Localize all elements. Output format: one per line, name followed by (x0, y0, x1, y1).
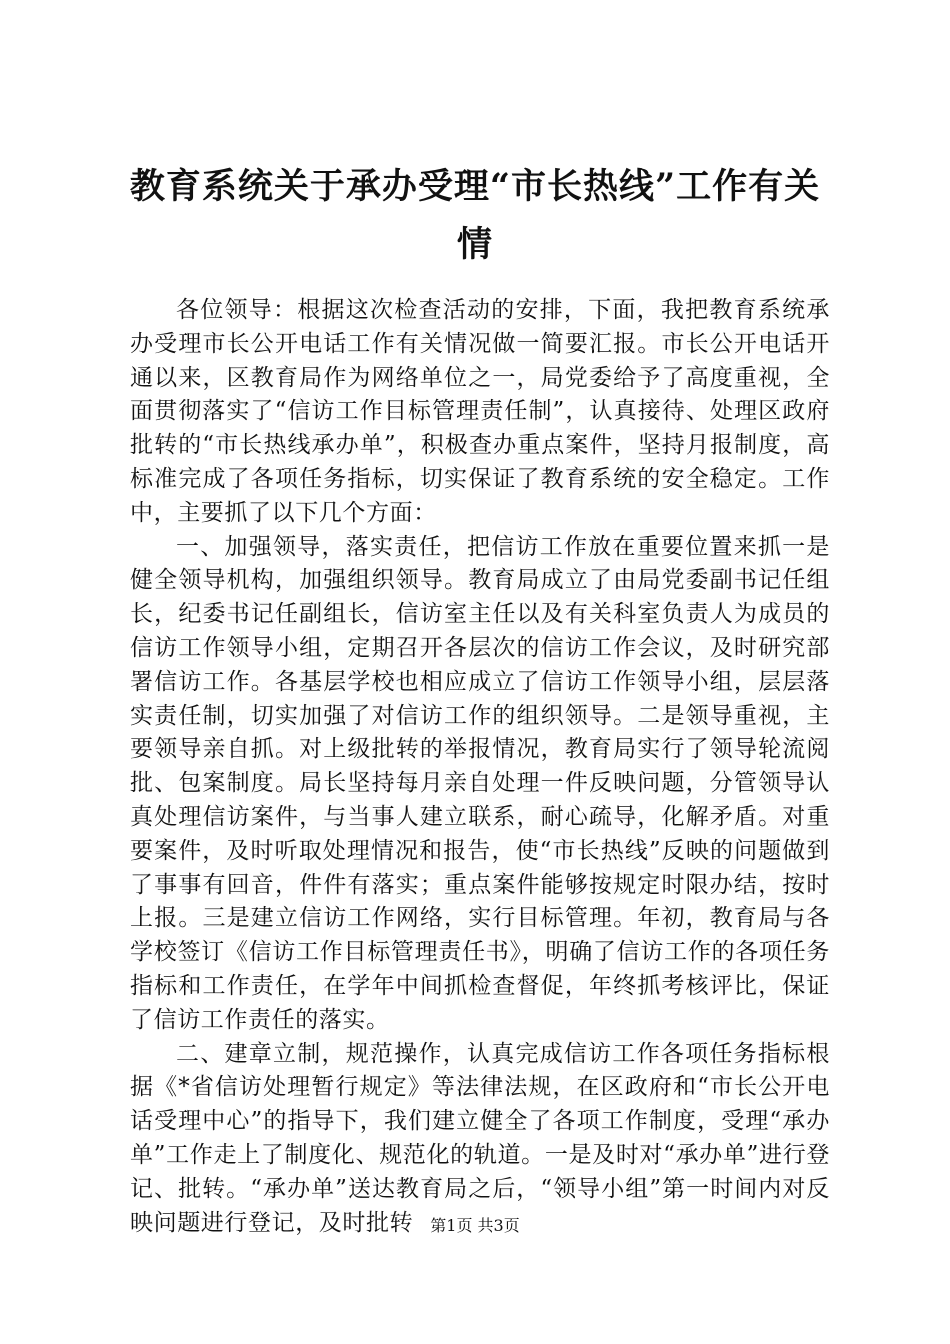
paragraph-section-2: 二、建章立制，规范操作，认真完成信访工作各项任务指标根据《*省信访处理暂行规定》等法律法规，在区政府和“市长公开电话受理中心”的指导下，我们建立健全了各项工作制度，受理“承办单”工作走上了制度化、规范化的轨道。一是及时对“承办单”进行登记、批转。“承办单”送达教育局之后，“领导小组”第一时间内对反映问题进行登记，及时批转 (130, 1040, 830, 1236)
title-line-1: 教育系统关于承办受理“市长热线”工作有关 (129, 166, 821, 207)
document-body (130, 294, 830, 1240)
paragraph-intro: 各位领导：根据这次检查活动的安排，下面，我把教育系统承办受理市长公开电话工作有关情况做一简要汇报。市长公开电话开通以来，区教育局作为网络单位之一，局党委给予了高度重视，全面贯彻落实了“信访工作目标管理责任制”，认真接待、处理区政府批转的“市长热线承办单”，积极查办重点案件，坚持月报制度，高标准完成了各项任务指标，切实保证了教育系统的安全稳定。工作中，主要抓了以下几个方面： (130, 297, 830, 526)
page-footer: 第1页 共3页 (430, 1216, 520, 1235)
paragraph-section-1: 一、加强领导，落实责任，把信访工作放在重要位置来抓一是健全领导机构，加强组织领导。教育局成立了由局党委副书记任组长，纪委书记任副组长，信访室主任以及有关科室负责人为成员的信访工作领导小组，定期召开各层次的信访工作会议，及时研究部署信访工作。各基层学校也相应成立了信访工作领导小组，层层落实责任制，切实加强了对信访工作的组织领导。二是领导重视，主要领导亲自抓。对上级批转的举报情况，教育局实行了领导轮流阅批、包案制度。局长坚持每月亲自处理一件反映问题，分管领导认真处理信访案件，与当事人建立联系，耐心疏导，化解矛盾。对重要案件，及时听取处理情况和报告，使“市长热线”反映的问题做到了事事有回音，件件有落实；重点案件能够按规定时限办结，按时上报。三是建立信访工作网络，实行目标管理。年初，教育局与各学校签订《信访工作目标管理责任书》，明确了信访工作的各项任务指标和工作责任，在学年中间抓检查督促，年终抓考核评比，保证了信访工作责任的落实。 (130, 533, 830, 1033)
document-title (120, 158, 830, 274)
title-line-2: 情 (456, 224, 493, 265)
